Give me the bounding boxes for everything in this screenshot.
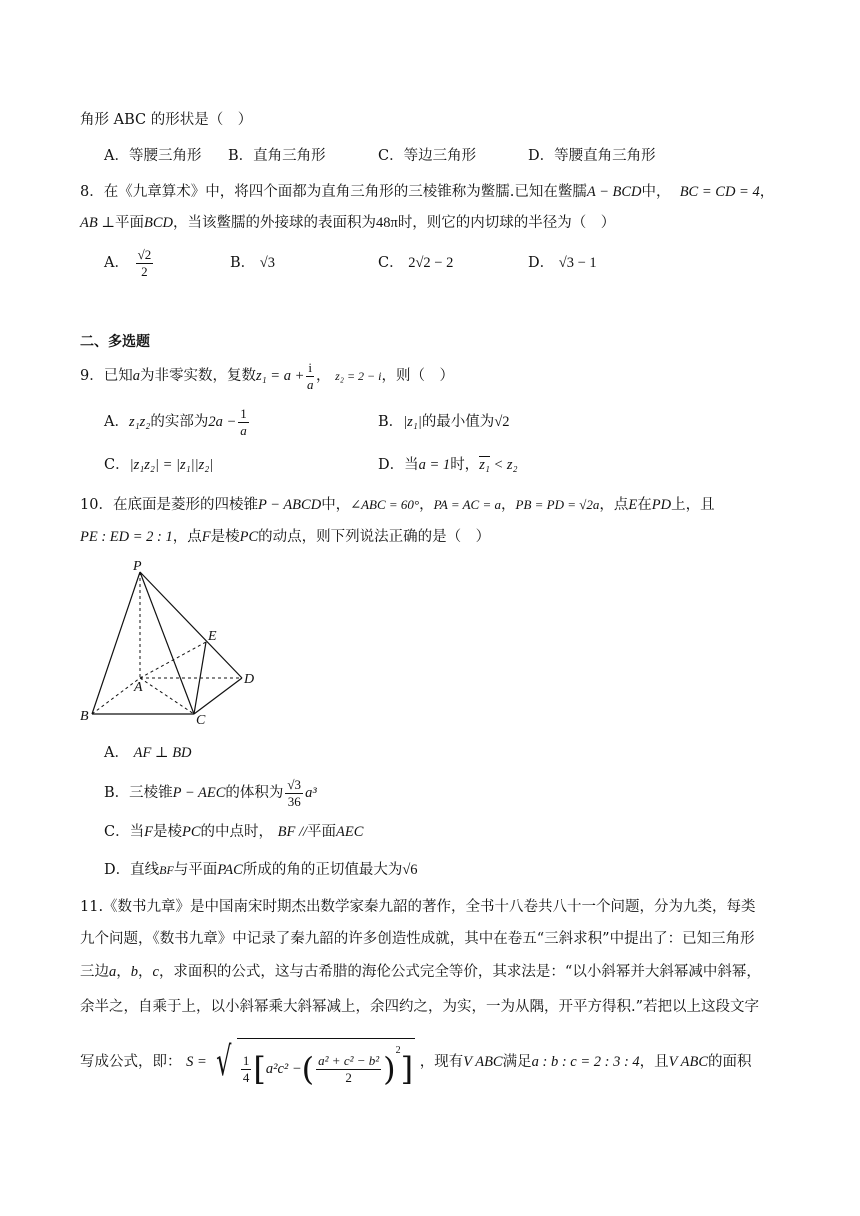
q9-option-d: D．当a = 1时，z₁ < z₂ [378,457,518,473]
q7-stem-tail: 角形 ABC 的形状是（ ） [80,112,253,128]
q9-stem: 9．已知a为非零实数，复数z₁ = a + $\frac{i}{a}$ ， z₂ = 2 − i，则（ ） [80,359,454,392]
label-e: E [208,629,217,644]
q7-option-a: A．等腰三角形 [104,148,202,164]
q9-option-b: B．|z₁|的最小值为√2 [378,414,510,430]
q7-option-b: B．直角三角形 [228,148,326,164]
q7-option-c: C．等边三角形 [378,148,477,164]
q8-option-d: D． √3 − 1 [528,255,597,271]
q11-line3: 三边a，b，c，求面积的公式，这与古希腊的海伦公式完全等价，其求法是：“以小斜幂并大斜幂减中斜幂， [80,964,761,980]
section-heading: 二、多选题 [80,334,150,350]
segment-ae-hidden [140,642,206,678]
q11-line4: 余半之，自乘于上，以小斜幂乘大斜幂减上，余四约之，为实，一为从隅，开平方得积.”若把以上这段文字 [80,999,760,1015]
q9-option-a: A．z₁z₂的实部为2a − $\frac{1}{a}$ [104,405,247,438]
q8-option-c: C． 2√2 − 2 [378,255,454,271]
heron-formula: √ $\frac{1}{4}$ [a²c² −( $\frac{\text{a² + c² − b²}}{2}$ )$^2$] [216,1039,414,1089]
q11-line2: 九个问题，《数书九章》中记录了秦九韶的许多创造性成就，其中在卷五“三斜求积”中提出了：已知三角形 [80,931,755,947]
q8-option-b: B． √3 [230,255,275,271]
q8-stem-line2: AB ⊥平面BCD，当该鳖臑的外接球的表面积为48π时，则它的内切球的半径为（ ） [80,215,616,231]
q11-line5: 写成公式，即： S = √ $\frac{1}{4}$ [a²c² −( $\frac{\text{a² + c² − b²}}{2}$ )$^2$] ，现有V ABC满足a : b : c = 2 : 3 : 4，且V ABC的面积 [80,1030,752,1094]
edge-pd [140,572,242,678]
label-b: B [80,709,89,724]
q10-option-b: B．三棱锥P − AEC的体积为 $\frac{√3}{36}$ a³ [104,776,317,809]
q9-option-c: C．|z₁z₂| = |z₁||z₂| [104,457,214,473]
q10-option-d: D．直线BF与平面PAC所成的角的正切值最大为√6 [104,862,418,878]
edge-cd [194,678,242,714]
q10-stem-line2: PE : ED = 2 : 1，点F是棱PC的动点，则下列说法正确的是（ ） [80,529,491,545]
q10-option-a: A． AF ⊥ BD [104,745,192,761]
pyramid-figure [78,558,268,728]
edge-ba-hidden [92,678,140,714]
diagonal-ac-hidden [140,678,194,714]
q8-stem-line1: 8．在《九章算术》中，将四个面都为直角三角形的三棱锥称为鳖臑.已知在鳖臑A − BCD中， BC = CD = 4， [80,184,775,200]
q10-stem-line1: 10．在底面是菱形的四棱锥P − ABCD中，∠ABC = 60°，PA = AC = a，PB = PD = √2a，点E在PD上，且 [80,497,715,513]
label-a: A [134,680,143,695]
q8-option-a: A． $\frac{√2}{2}$ [104,246,152,279]
q10-option-c: C．当F是棱PC的中点时， BF //平面AEC [104,824,364,840]
label-p: P [133,559,142,574]
label-d: D [244,672,255,687]
edge-pb [92,572,140,714]
label-c: C [196,713,206,728]
q7-option-d: D．等腰直角三角形 [528,148,656,164]
q11-line1: 11.《数书九章》是中国南宋时期杰出数学家秦九韶的著作，全书十八卷共八十一个问题，分为九类，每类 [80,899,756,915]
edge-pc [140,572,194,714]
